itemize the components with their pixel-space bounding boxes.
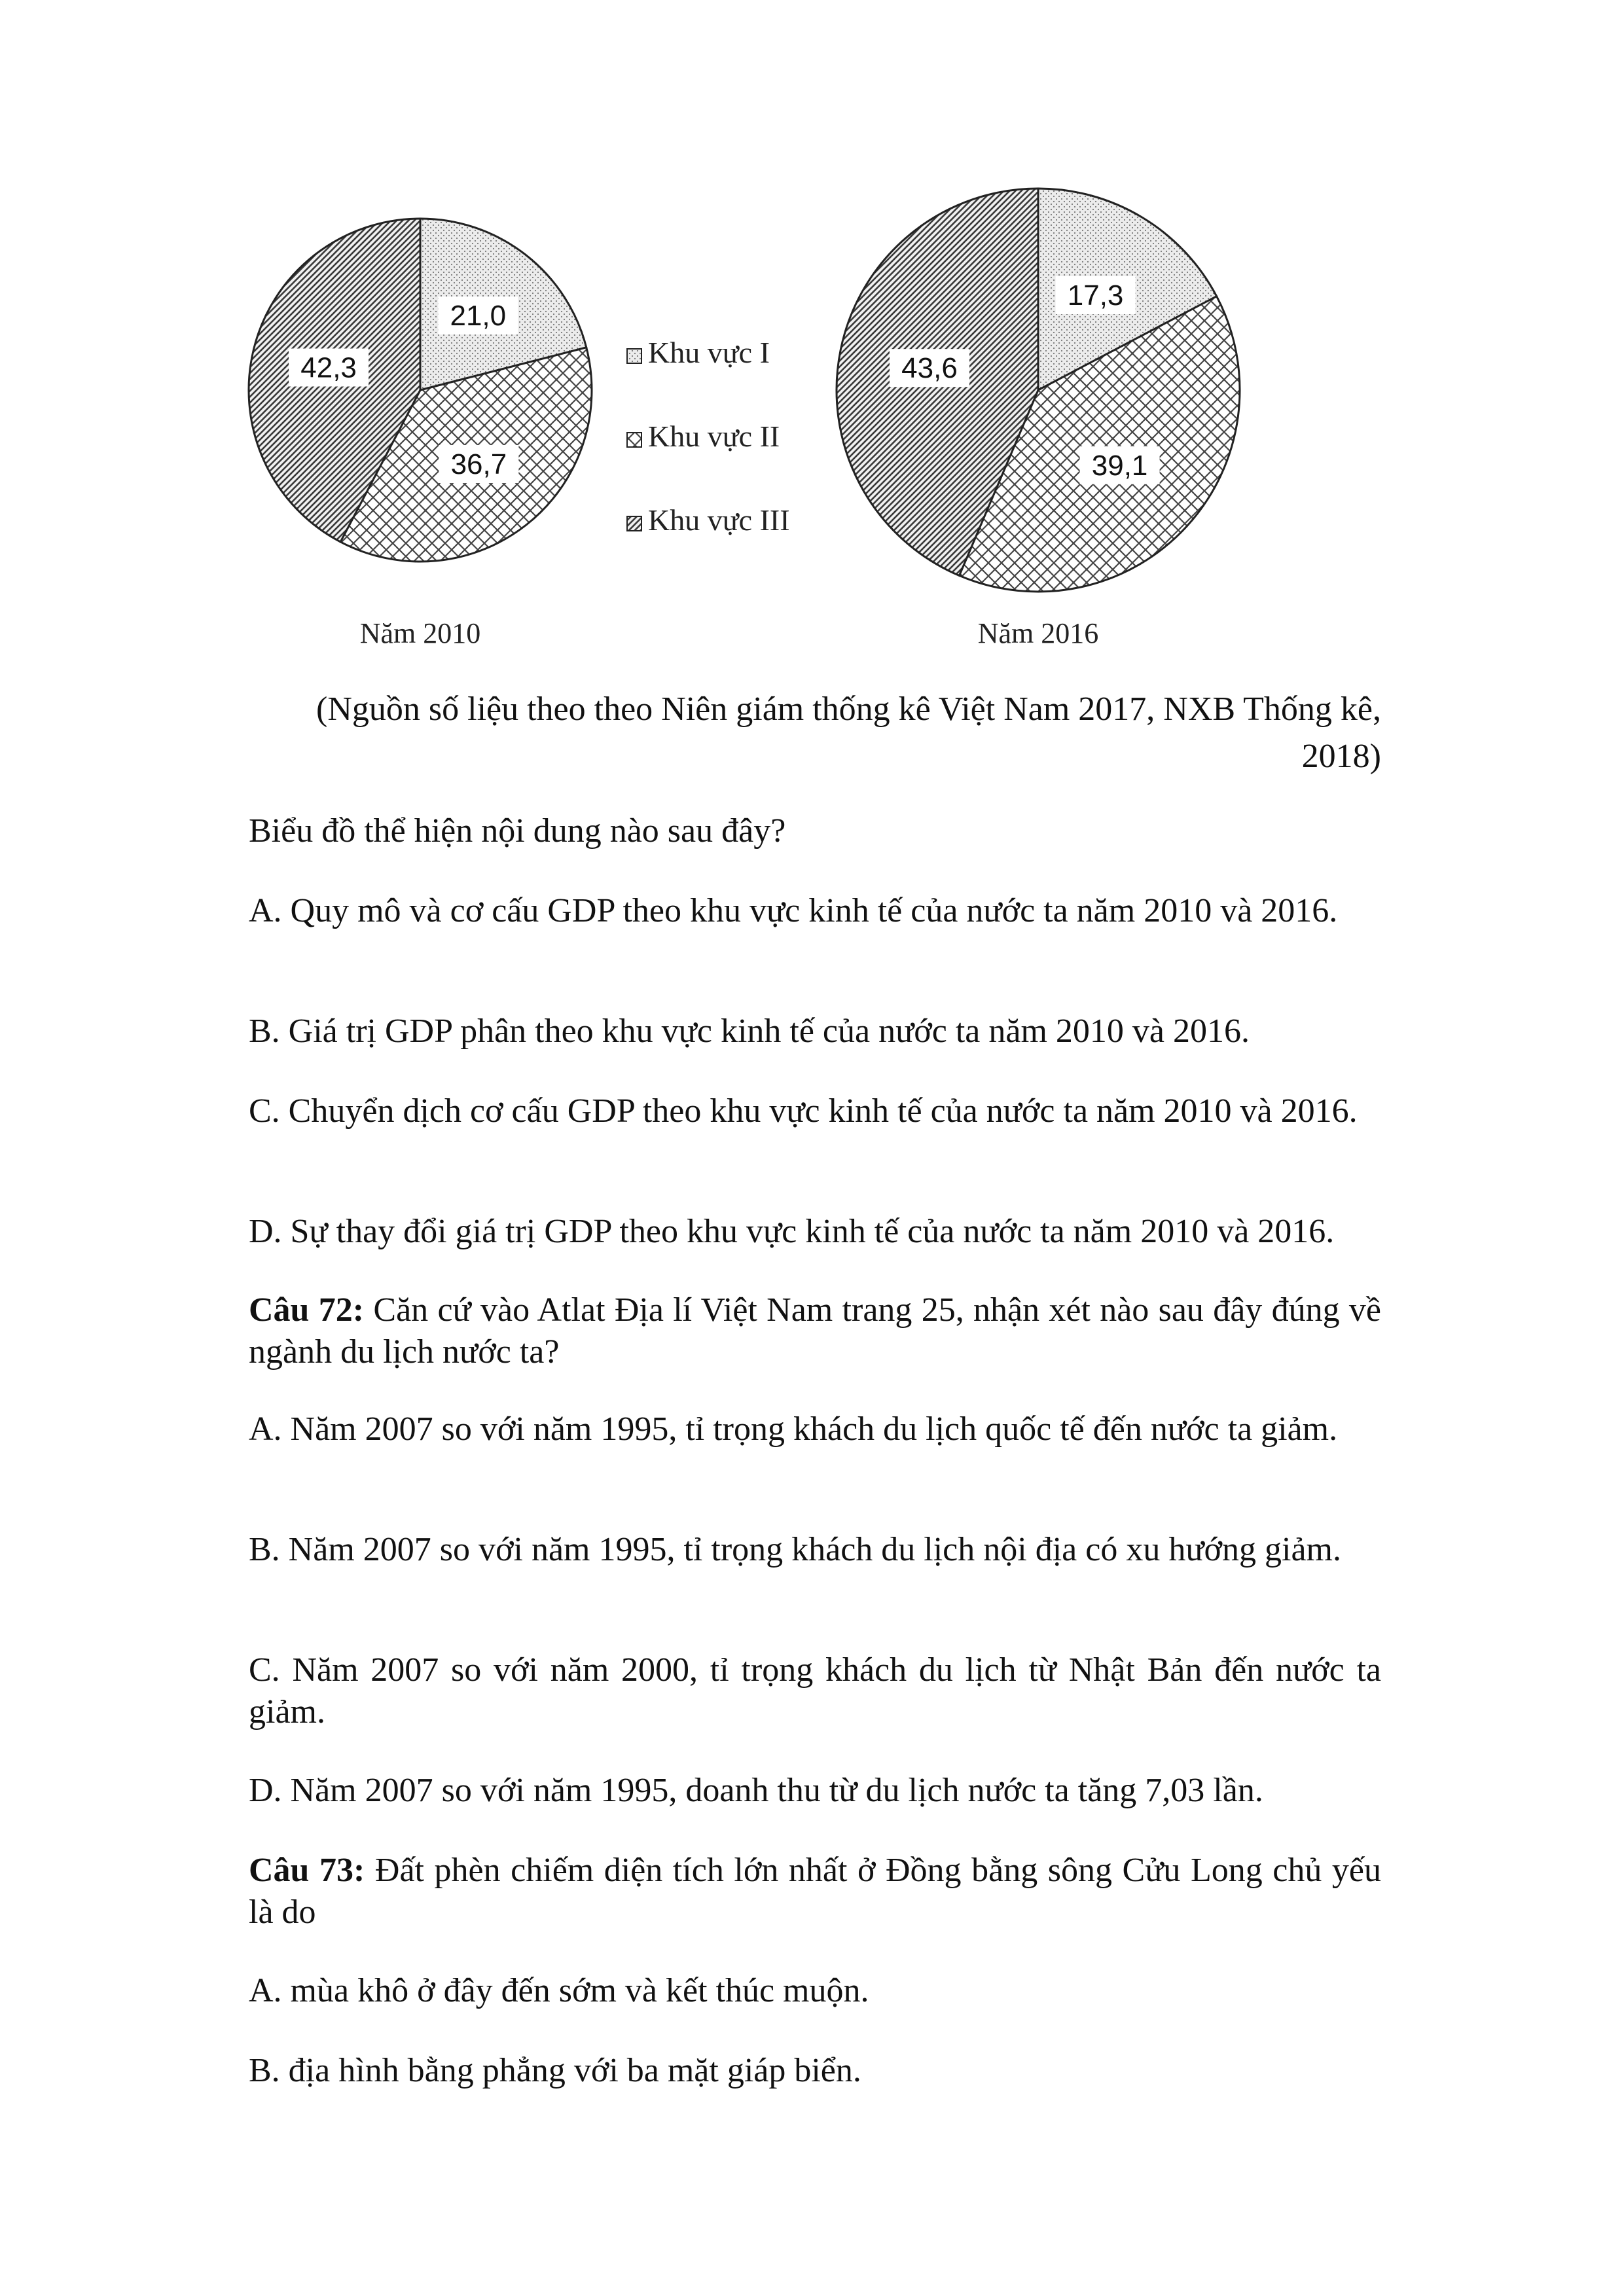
q71-option-a: A. Quy mô và cơ cấu GDP theo khu vực kinh tế của nước ta năm 2010 và 2016. — [249, 892, 1338, 929]
question-72 — [249, 1289, 1381, 1373]
question-71-prompt: Biểu đồ thể hiện nội dung nào sau đây? — [249, 812, 786, 850]
pie-value-label-khu-vuc-1: 17,3 — [1067, 279, 1124, 312]
question-73 — [249, 1850, 1381, 1933]
q72-option-d: D. Năm 2007 so với năm 1995, doanh thu từ du lịch nước ta tăng 7,03 lần. — [249, 1772, 1263, 1809]
legend-swatch-1 — [627, 349, 641, 363]
legend-item-khu-vuc-1 — [627, 336, 770, 369]
pie-value-label-khu-vuc-2: 36,7 — [450, 448, 507, 480]
legend-item-khu-vuc-2 — [627, 420, 780, 453]
question-73-text: Đất phèn chiếm diện tích lớn nhất ở Đồng bằng sông Cửu Long chủ yếu là do — [249, 1852, 1381, 1931]
q71-option-c: C. Chuyển dịch cơ cấu GDP theo khu vực kinh tế của nước ta năm 2010 và 2016. — [249, 1092, 1358, 1130]
legend-item-khu-vuc-3 — [627, 503, 790, 537]
pie-chart-2016 — [837, 188, 1240, 592]
legend — [627, 336, 790, 537]
q71-option-d: D. Sự thay đổi giá trị GDP theo khu vực kinh tế của nước ta năm 2010 và 2016. — [249, 1213, 1335, 1250]
q72-option-b: B. Năm 2007 so với năm 1995, tỉ trọng khách du lịch nội địa có xu hướng giảm. — [249, 1531, 1341, 1568]
q71-option-b: B. Giá trị GDP phân theo khu vực kinh tế của nước ta năm 2010 và 2016. — [249, 1013, 1250, 1050]
legend-label-2: Khu vực II — [648, 420, 780, 453]
legend-label-3: Khu vực III — [648, 503, 790, 537]
legend-swatch-2 — [627, 433, 641, 447]
q72-option-a: A. Năm 2007 so với năm 1995, tỉ trọng khách du lịch quốc tế đến nước ta giảm. — [249, 1410, 1338, 1448]
question-72-label: Câu 72: — [249, 1291, 365, 1329]
pie-chart-2010 — [249, 219, 592, 562]
data-source-note: (Nguồn số liệu theo theo Niên giám thống kê Việt Nam 2017, NXB Thống kê, 2018) — [316, 691, 1381, 775]
pie-value-label-khu-vuc-2: 39,1 — [1091, 449, 1148, 482]
legend-swatch-3 — [627, 516, 641, 531]
q73-option-a: A. mùa khô ở đây đến sớm và kết thúc muộn. — [249, 1972, 869, 2009]
q72-option-c: C. Năm 2007 so với năm 2000, tỉ trọng khách du lịch từ Nhật Bản đến nước ta giảm. — [249, 1651, 1381, 1731]
q73-option-b: B. địa hình bằng phẳng với ba mặt giáp biển. — [249, 2052, 861, 2089]
legend-label-1: Khu vực I — [648, 336, 770, 369]
pie-charts — [223, 177, 1335, 674]
pie-value-label-khu-vuc-3: 42,3 — [300, 351, 357, 384]
pie-value-label-khu-vuc-3: 43,6 — [901, 352, 958, 385]
pie-title-2010: Năm 2010 — [359, 617, 481, 649]
pie-title-2016: Năm 2016 — [977, 617, 1099, 649]
pie-value-label-khu-vuc-1: 21,0 — [450, 300, 507, 332]
question-73-label: Câu 73: — [249, 1852, 365, 1889]
question-72-text: Căn cứ vào Atlat Địa lí Việt Nam trang 25, nhận xét nào sau đây đúng về ngành du lịch nước ta? — [249, 1291, 1381, 1371]
